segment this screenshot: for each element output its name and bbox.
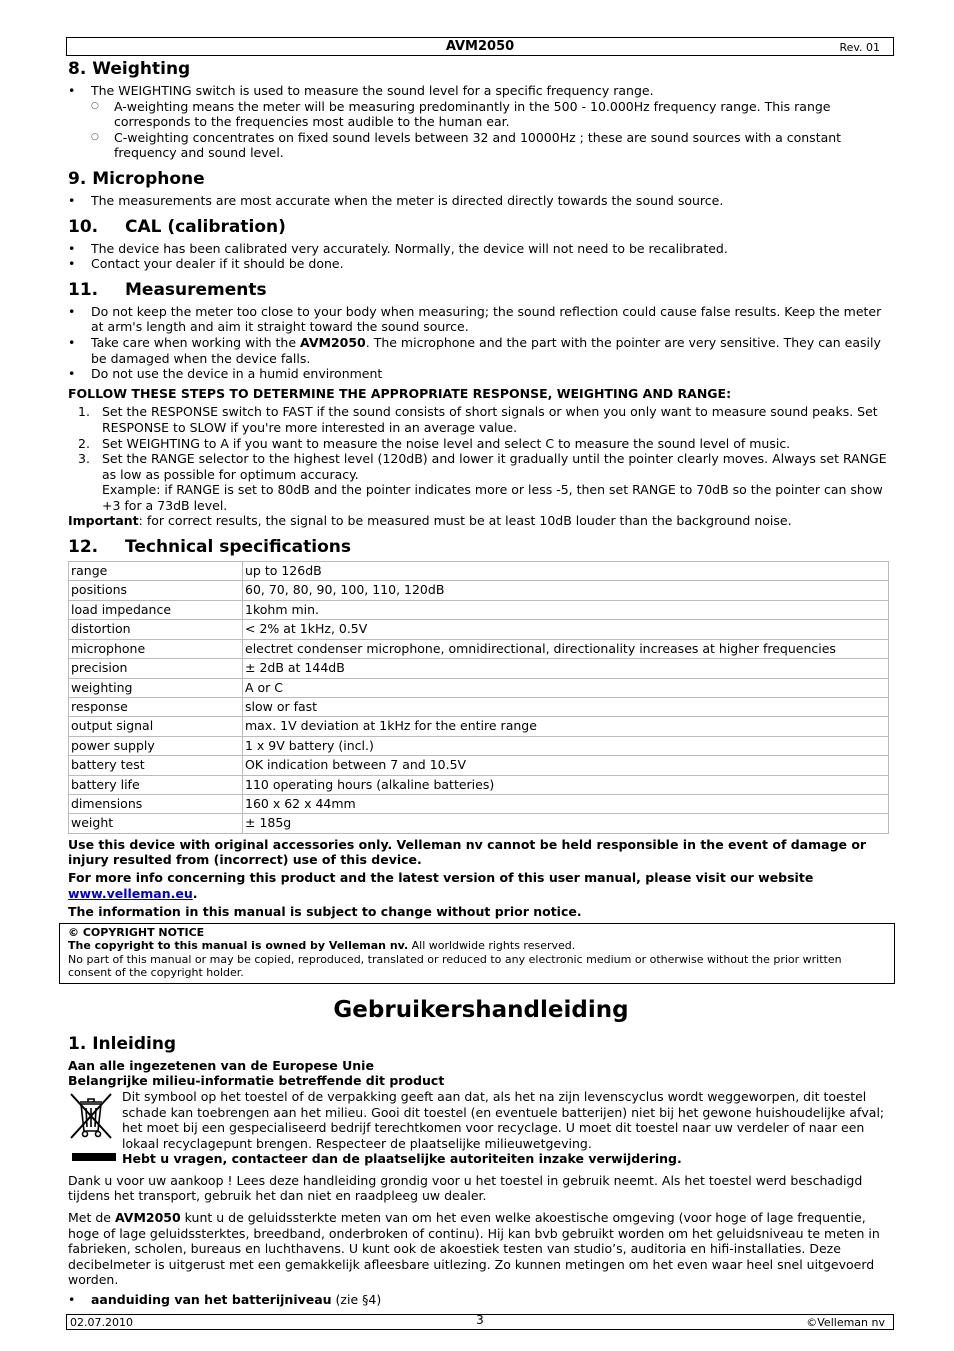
step-item: 2. Set WEIGHTING to A if you want to measure the noise level and select C to measure the sound level of music. — [78, 435, 791, 451]
sub-list-item: ○ A-weighting means the meter will be measuring predominantly in the 500 - 10.000Hz frequency range. This range corresponds to the frequencies most audible to the human ear. — [91, 99, 894, 130]
section-heading-inleiding: 1. Inleiding — [68, 1033, 177, 1054]
weighting-list — [68, 83, 894, 161]
weee-bar — [72, 1153, 116, 1161]
page-footer — [66, 1314, 894, 1330]
list-item: • Contact your dealer if it should be done. — [68, 256, 894, 272]
features-list — [68, 1292, 894, 1308]
copyright-owner: The copyright to this manual is owned by Velleman nv. All worldwide rights reserved. — [68, 939, 576, 953]
header-revision: Rev. 01 — [839, 41, 880, 54]
copyright-title: © COPYRIGHT NOTICE — [68, 925, 205, 939]
copyright-text: No part of this manual or may be copied, reproduced, translated or reduced to any electronic medium or otherwise without the prior written consent of the copyright holder. — [68, 952, 842, 980]
list-item: • Take care when working with the AVM2050. The microphone and the part with the pointer are very sensitive. They can easily be damaged when the device falls. — [68, 335, 894, 366]
section-heading-technical-specifications: 12. Technical specifications — [68, 537, 351, 558]
table-row: dimensions 160 x 62 x 44mm — [69, 794, 889, 813]
weee-block — [68, 1089, 894, 1167]
crossed-bin-icon — [68, 1091, 114, 1141]
microphone-list — [68, 193, 894, 209]
copyright-box — [59, 923, 895, 984]
table-row: output signal max. 1V deviation at 1kHz for the entire range — [69, 717, 889, 736]
steps-heading: FOLLOW THESE STEPS TO DETERMINE THE APPROPRIATE RESPONSE, WEIGHTING AND RANGE: — [68, 385, 732, 401]
spec-table — [68, 561, 889, 834]
list-item: • Do not keep the meter too close to your body when measuring; the sound reflection could cause false results. Keep the meter at arm's length and aim it straight toward the sound source. — [68, 304, 894, 335]
step-item: 1. Set the RESPONSE switch to FAST if the sound consists of short signals or when you only want to measure sound peaks. Set RESPONSE to SLOW if you're more interested in an average value. — [78, 404, 878, 435]
list-item: • Do not use the device in a humid environment — [68, 366, 894, 382]
section-heading-weighting: 8. Weighting — [68, 59, 191, 79]
list-item: • The measurements are most accurate when the meter is directed directly towards the sound source. — [68, 193, 894, 209]
weee-question: Hebt u vragen, contacteer dan de plaatselijke autoriteiten inzake verwijdering. — [122, 1151, 682, 1167]
table-row: precision ± 2dB at 144dB — [69, 659, 889, 678]
list-item: • The device has been calibrated very accurately. Normally, the device will not need to be recalibrated. — [68, 241, 894, 257]
footer-copyright: ©Velleman nv — [806, 1316, 885, 1329]
accessories-notice: Use this device with original accessories only. Velleman nv cannot be held responsible in the event of damage or injury resulted from (incorrect) use of this device. — [68, 836, 867, 868]
step-item: 3. Set the RANGE selector to the highest level (120dB) and lower it gradually until the pointer clearly moves. Always set RANGE as low as possible for optimum accuracy. Example: if RANGE is set to 80dB and the pointer indicates more or less -5, then set RANGE to 70dB so the pointer can show +3 for a 73dB level. — [78, 451, 887, 513]
table-row: power supply 1 x 9V battery (incl.) — [69, 736, 889, 755]
step-example: Example: if RANGE is set to 80dB and the pointer indicates more or less -5, then set RANGE to 70dB so the pointer can show +3 for a 73dB level. — [102, 482, 883, 513]
sub-list-item: ○ C-weighting concentrates on fixed sound levels between 32 and 10000Hz ; these are sound sources with a constant frequency and sound level. — [91, 130, 894, 161]
table-row: positions 60, 70, 80, 90, 100, 110, 120dB — [69, 581, 889, 600]
footer-page-number: 3 — [476, 1313, 484, 1327]
change-notice: The information in this manual is subject to change without prior notice. — [68, 904, 582, 920]
more-info-notice: For more info concerning this product and the latest version of this user manual, please visit our website www.velleman.eu. — [68, 869, 814, 901]
table-row: battery life 110 operating hours (alkaline batteries) — [69, 775, 889, 794]
header-model: AVM2050 — [445, 39, 515, 54]
section-heading-measurements: 11. Measurements — [68, 279, 267, 300]
list-item: • The WEIGHTING switch is used to measure the sound level for a specific frequency range. ○ A-weighting means the meter will be measuring predominantly in the 500 - 10.000Hz frequency range. This range corresponds to the frequencies most audible to the human ear. ○ C-weighting concentrates on fixed sound levels between 32 and 10000Hz ; these are sound sources with a constant frequency and sound level. — [68, 83, 894, 161]
eu-heading: Aan alle ingezetenen van de Europese Unie — [68, 1057, 374, 1073]
important-note: Important: for correct results, the signal to be measured must be at least 10dB louder than the background noise. — [68, 513, 792, 529]
table-row: load impedance 1kohm min. — [69, 600, 889, 619]
footer-date: 02.07.2010 — [70, 1316, 133, 1329]
table-row: response slow or fast — [69, 697, 889, 716]
table-row: weighting A or C — [69, 678, 889, 697]
dutch-manual-title: Gebruikershandleiding — [333, 996, 629, 1023]
page-content — [68, 56, 894, 1308]
table-row: range up to 126dB — [69, 562, 889, 581]
intro-paragraph: Met de AVM2050 kunt u de geluidssterkte meten van om het even welke akoestische omgeving (voor hoge of lage frequentie, hoge of lage geluidssterktes, breedband, onderbroken of continu). Hij kan bvb gebruikt worden om het geluidsniveau te meten in fabrieken, scholen, bureaus en luchthavens. U kunt ook de akoestiek testen van studio’s, auditoria en hifi-installaties. Deze decibelmeter is uitgerust met een gemakkelijk afleesbare uitlezing. Zo kunnen metingen om het even waar heel snel uitgevoerd worden. — [68, 1210, 880, 1288]
section-heading-microphone: 9. Microphone — [68, 168, 205, 189]
website-link[interactable]: www.velleman.eu — [68, 885, 193, 901]
eu-subheading: Belangrijke milieu-informatie betreffende dit product — [68, 1073, 445, 1089]
page-header — [66, 37, 894, 56]
list-item: • aanduiding van het batterijniveau (zie §4) — [68, 1292, 894, 1308]
steps-list — [68, 404, 894, 513]
calibration-list — [68, 241, 894, 272]
section-heading-calibration: 10. CAL (calibration) — [68, 216, 286, 237]
thanks-paragraph: Dank u voor uw aankoop ! Lees deze handleiding grondig voor u het toestel in gebruik neemt. Als het toestel werd beschadigd tijdens het transport, gebruik het dan niet en raadpleeg uw dealer. — [68, 1172, 863, 1204]
weee-text: Dit symbool op het toestel of de verpakking geeft aan dat, als het na zijn levenscyclus wordt weggeworpen, dit toestel schade kan toebrengen aan het milieu. Gooi dit toestel (en eventuele batterijen) niet bij het gewone huishoudelijke afval; het moet bij een gespecialiseerd bedrijf terechtkomen voor recyclage. U moet dit toestel naar uw verdeler of naar een lokaal recyclagepunt brengen. Respecteer de plaatselijke milieuwetgeving. — [122, 1088, 885, 1151]
table-row: battery test OK indication between 7 and 10.5V — [69, 756, 889, 775]
measurements-list — [68, 304, 894, 382]
table-row: weight ± 185g — [69, 814, 889, 833]
table-row: microphone electret condenser microphone, omnidirectional, directionality increases at higher frequencies — [69, 639, 889, 658]
table-row: distortion < 2% at 1kHz, 0.5V — [69, 620, 889, 639]
